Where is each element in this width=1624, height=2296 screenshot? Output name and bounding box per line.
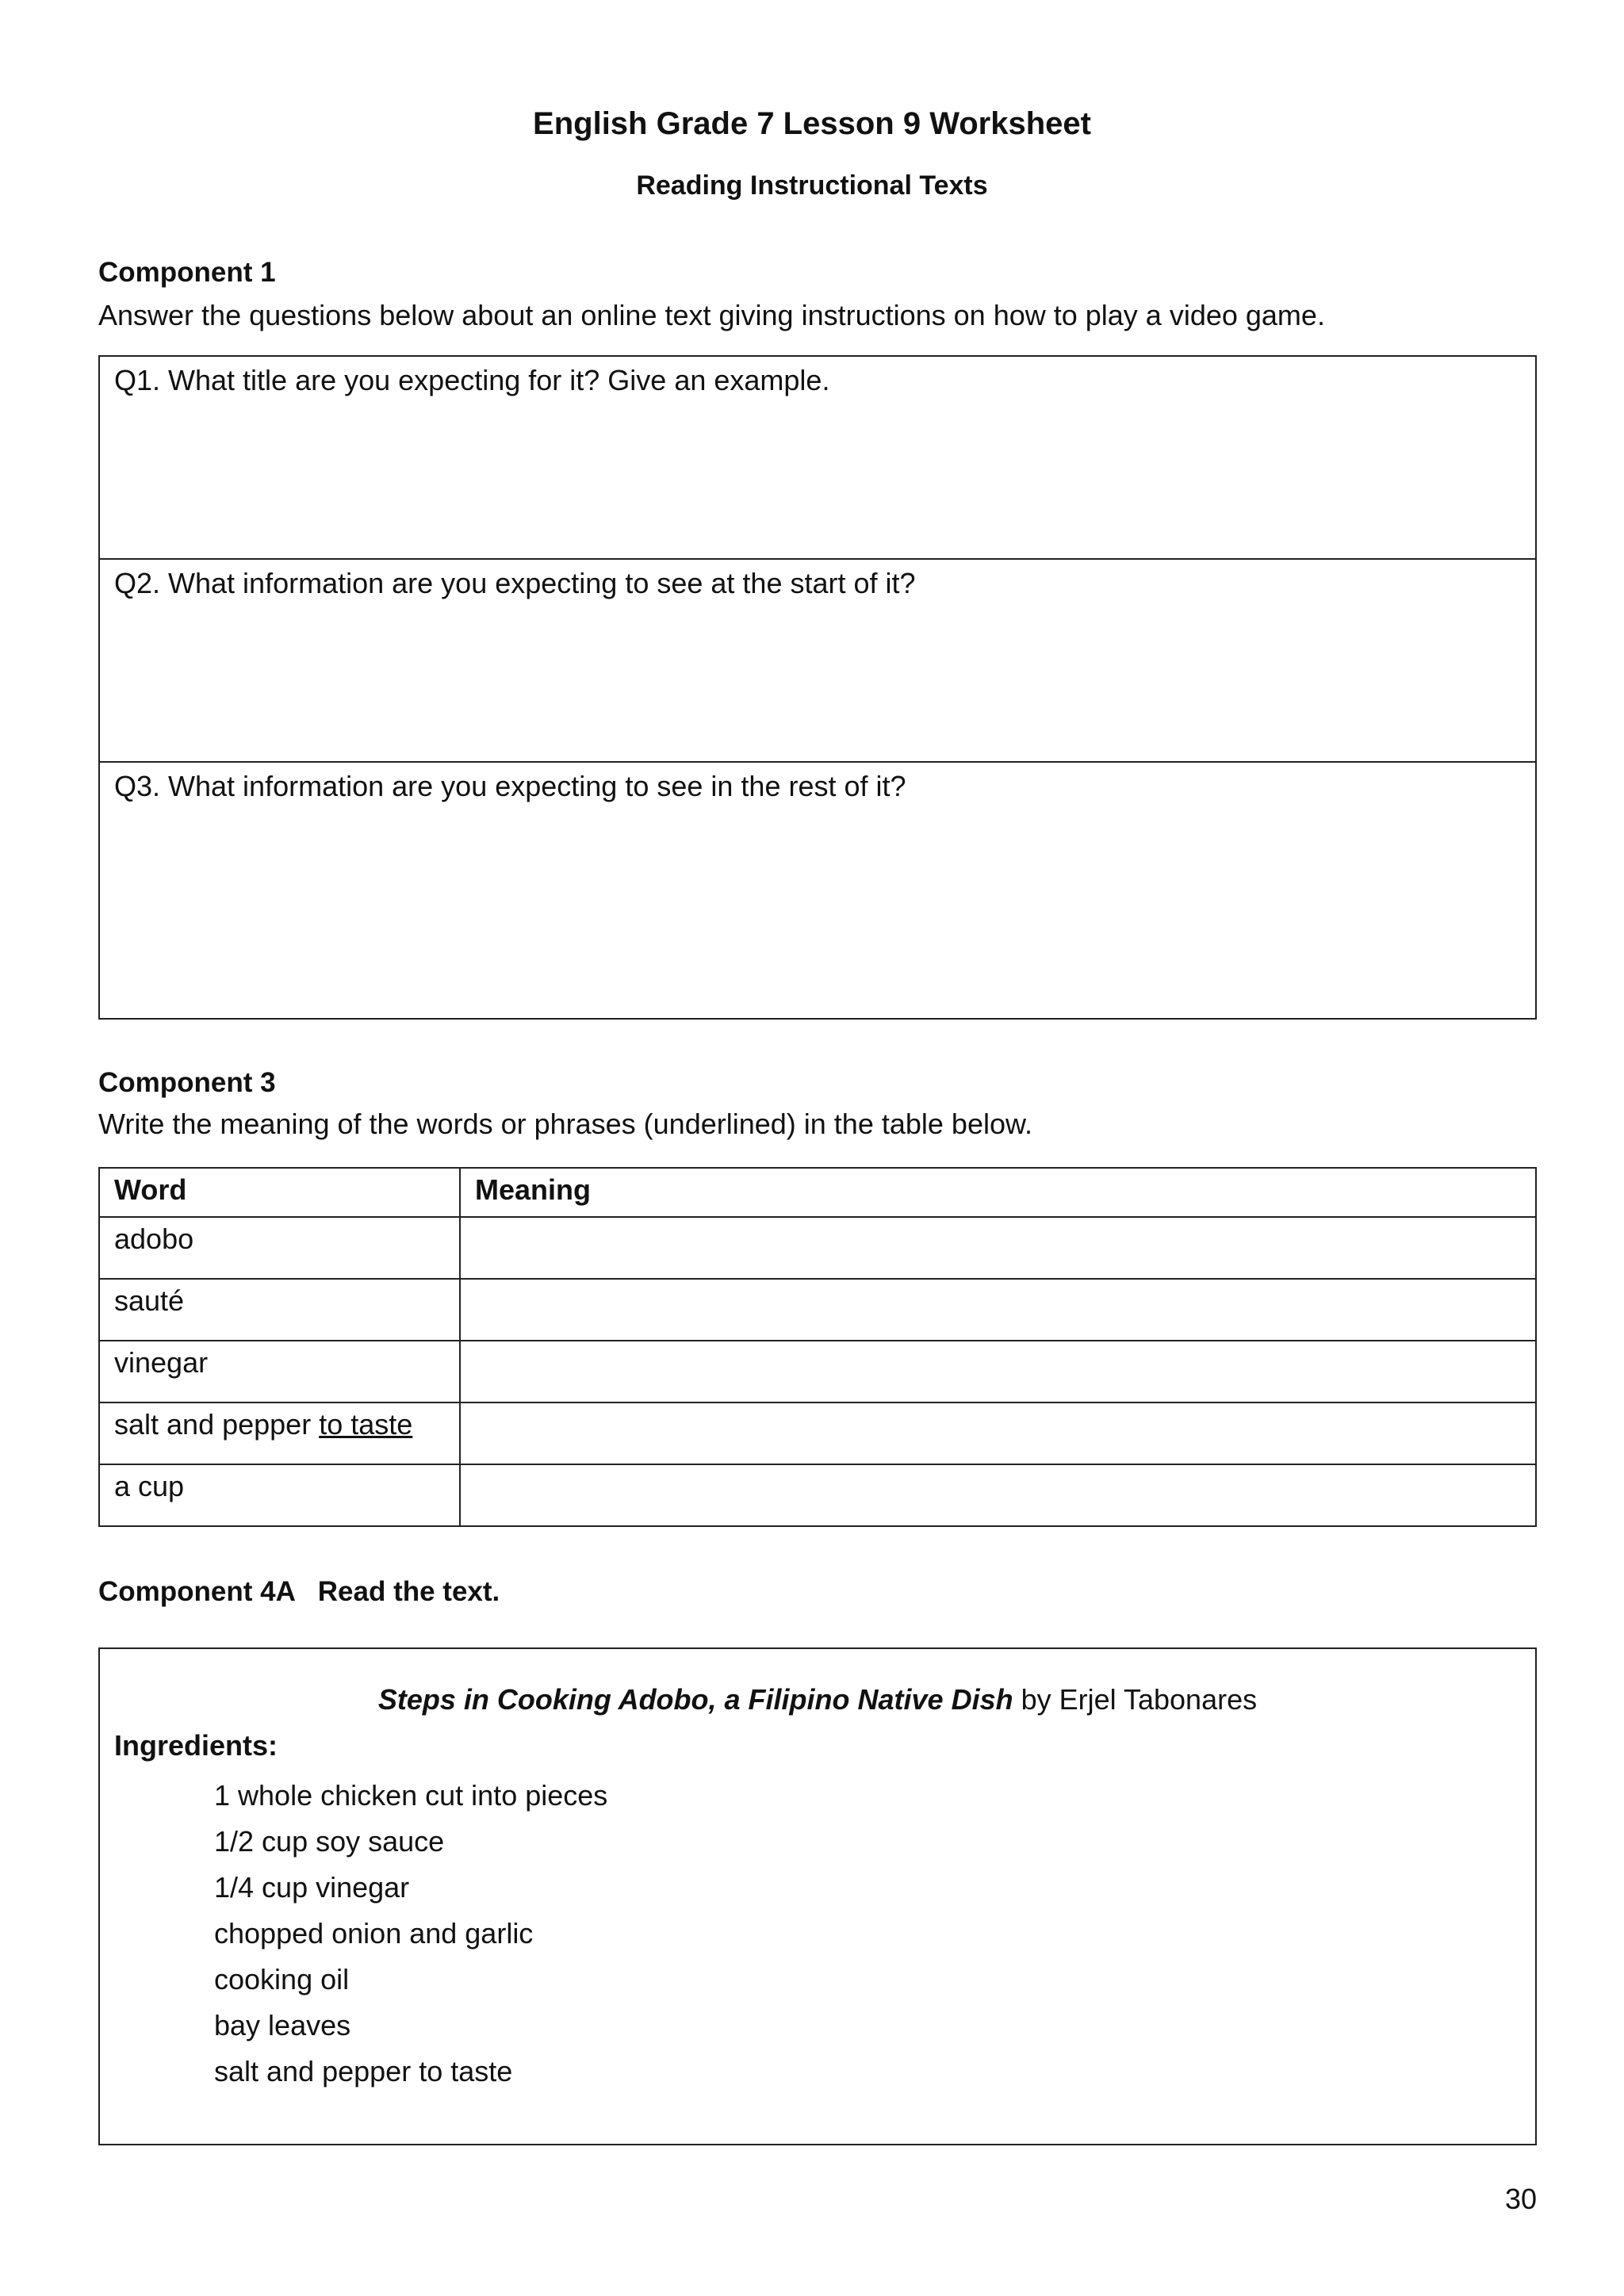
column-header-word: Word [99, 1168, 460, 1217]
table-row [99, 1279, 1536, 1341]
meaning-cell[interactable] [460, 1279, 1536, 1341]
table-row [99, 1464, 1536, 1526]
meaning-cell[interactable] [460, 1464, 1536, 1526]
component1-instruction: Answer the questions below about an online text giving instructions on how to play a video game. [98, 299, 1325, 331]
component1-heading: Component 1 [98, 257, 276, 288]
meaning-cell[interactable] [460, 1217, 1536, 1279]
component3-instruction: Write the meaning of the words or phrases (underlined) in the table below. [98, 1108, 1032, 1140]
underlined-phrase: to taste [319, 1408, 413, 1441]
recipe-author: by Erjel Tabonares [1013, 1683, 1258, 1716]
page-number: 30 [1504, 2183, 1537, 2215]
vocabulary-table [98, 1167, 1537, 1527]
recipe-title: Steps in Cooking Adobo, a Filipino Native Dish [377, 1683, 1013, 1716]
list-item: cooking oil [214, 1963, 350, 1996]
list-item: 1/4 cup vinegar [214, 1871, 410, 1904]
question-row-q3[interactable] [100, 763, 1535, 1018]
question-text-q2: Q2. What information are you expecting to see at the start of it? [114, 567, 916, 599]
word-cell: sauté [99, 1279, 460, 1341]
list-item: 1 whole chicken cut into pieces [214, 1779, 608, 1812]
ingredients-label: Ingredients: [114, 1729, 278, 1762]
ingredients-list [214, 1773, 607, 2095]
question-text-q3: Q3. What information are you expecting to see in the rest of it? [114, 770, 906, 802]
list-item: salt and pepper to taste [214, 2055, 513, 2087]
question-row-q2[interactable] [100, 560, 1535, 763]
component3-heading: Component 3 [98, 1067, 276, 1098]
question-row-q1[interactable] [100, 357, 1535, 560]
word-cell [99, 1402, 460, 1464]
recipe-box [98, 1647, 1537, 2145]
table-header-row [99, 1168, 1536, 1217]
question-box [98, 355, 1537, 1020]
table-row [99, 1402, 1536, 1464]
meaning-cell[interactable] [460, 1402, 1536, 1464]
word-cell: vinegar [99, 1341, 460, 1402]
component4a-heading: Component 4A Read the text. [98, 1576, 500, 1607]
column-header-meaning: Meaning [460, 1168, 1536, 1217]
recipe-title-line [100, 1681, 1535, 1719]
list-item: 1/2 cup soy sauce [214, 1825, 445, 1858]
question-text-q1: Q1. What title are you expecting for it? Give an example. [114, 364, 830, 396]
word-cell: adobo [99, 1217, 460, 1279]
page-title: English Grade 7 Lesson 9 Worksheet [533, 106, 1091, 141]
list-item: bay leaves [214, 2009, 351, 2042]
list-item: chopped onion and garlic [214, 1917, 534, 1950]
word-cell: a cup [99, 1464, 460, 1526]
page-subtitle: Reading Instructional Texts [636, 170, 988, 201]
meaning-cell[interactable] [460, 1341, 1536, 1402]
word-plain-text: salt and pepper [114, 1408, 320, 1441]
table-row [99, 1341, 1536, 1402]
table-row [99, 1217, 1536, 1279]
